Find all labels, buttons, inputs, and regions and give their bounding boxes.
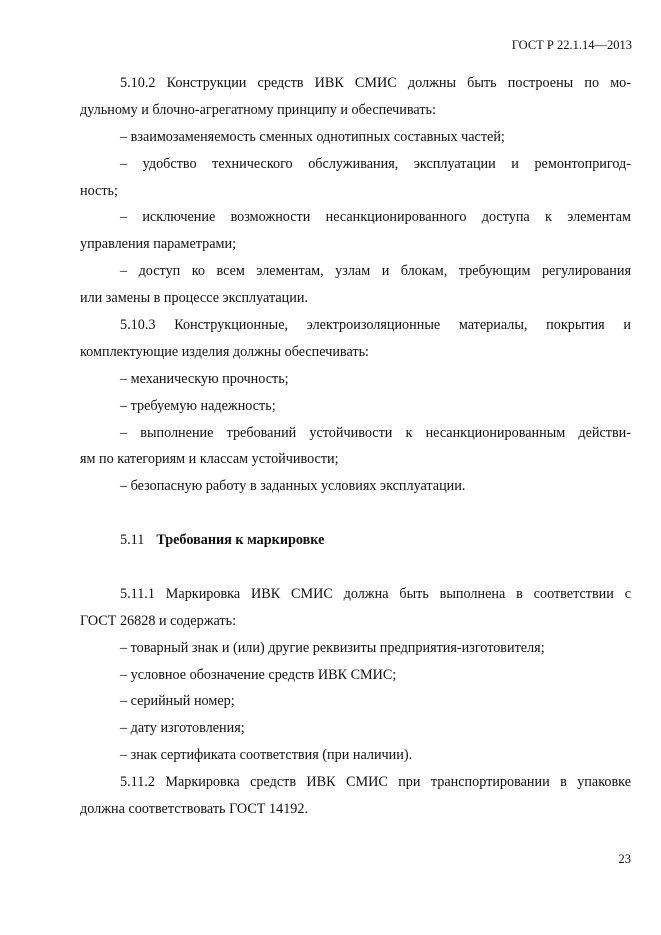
paragraph-5-10-3-line-1: 5.10.3 Конструкционные, электроизоляционные материалы, покрытия и: [120, 317, 631, 334]
paragraph-5-11-2-line-1: 5.11.2 Маркировка средств ИВК СМИС при транспортировании в упаковке: [120, 774, 631, 791]
list-item: – исключение возможности несанкционированного доступа к элементам: [120, 209, 631, 226]
document-code-header: ГОСТ Р 22.1.14—2013: [511, 38, 632, 52]
list-item: – товарный знак и (или) другие реквизиты предприятия-изготовителя;: [120, 639, 545, 656]
paragraph-5-11-1-line-1: 5.11.1 Маркировка ИВК СМИС должна быть выполнена в соответствии с: [120, 585, 631, 602]
list-item: – дату изготовления;: [120, 720, 245, 737]
list-item: – условное обозначение средств ИВК СМИС;: [120, 666, 397, 683]
list-item-continuation: ность;: [80, 182, 118, 199]
section-heading: [80, 527, 631, 554]
list-item: – серийный номер;: [120, 693, 235, 710]
list-item: – безопасную работу в заданных условиях эксплуатации.: [120, 478, 466, 495]
document-body: [80, 70, 631, 823]
paragraph-5-10-2-line-1: 5.10.2 Конструкции средств ИВК СМИС должны быть построены по мо-: [120, 75, 631, 91]
paragraph-5-11-1-line-2: ГОСТ 26828 и содержать:: [80, 612, 237, 629]
paragraph-5-11-2-line-2: должна соответствовать ГОСТ 14192.: [80, 801, 309, 818]
list-item-continuation: или замены в процессе эксплуатации.: [80, 290, 308, 307]
list-item: – доступ ко всем элементам, узлам и блокам, требующим регулирования: [120, 263, 631, 280]
list-item: – удобство технического обслуживания, эксплуатации и ремонтопригод-: [120, 155, 631, 172]
paragraph-5-10-2-line-2: дульному и блочно-агрегатному принципу и обеспечивать:: [80, 101, 436, 118]
section-spacer: [80, 500, 631, 527]
list-item-continuation: ям по категориям и классам устойчивости;: [80, 451, 339, 468]
section-heading-number: 5.11: [120, 532, 145, 549]
section-heading-title: Требования к маркировке: [156, 532, 325, 549]
list-item: – взаимозаменяемость сменных однотипных составных частей;: [120, 128, 505, 145]
list-item-continuation: управления параметрами;: [80, 236, 237, 253]
list-item: – знак сертификата соответствия (при наличии).: [120, 747, 413, 764]
list-item: – механическую прочность;: [120, 370, 289, 387]
section-spacer: [80, 554, 631, 581]
list-item: – выполнение требований устойчивости к несанкционированным действи-: [120, 424, 631, 441]
page-number: 23: [618, 852, 631, 866]
list-item: – требуемую надежность;: [120, 397, 276, 414]
paragraph-5-10-3-line-2: комплектующие изделия должны обеспечивать:: [80, 343, 369, 360]
